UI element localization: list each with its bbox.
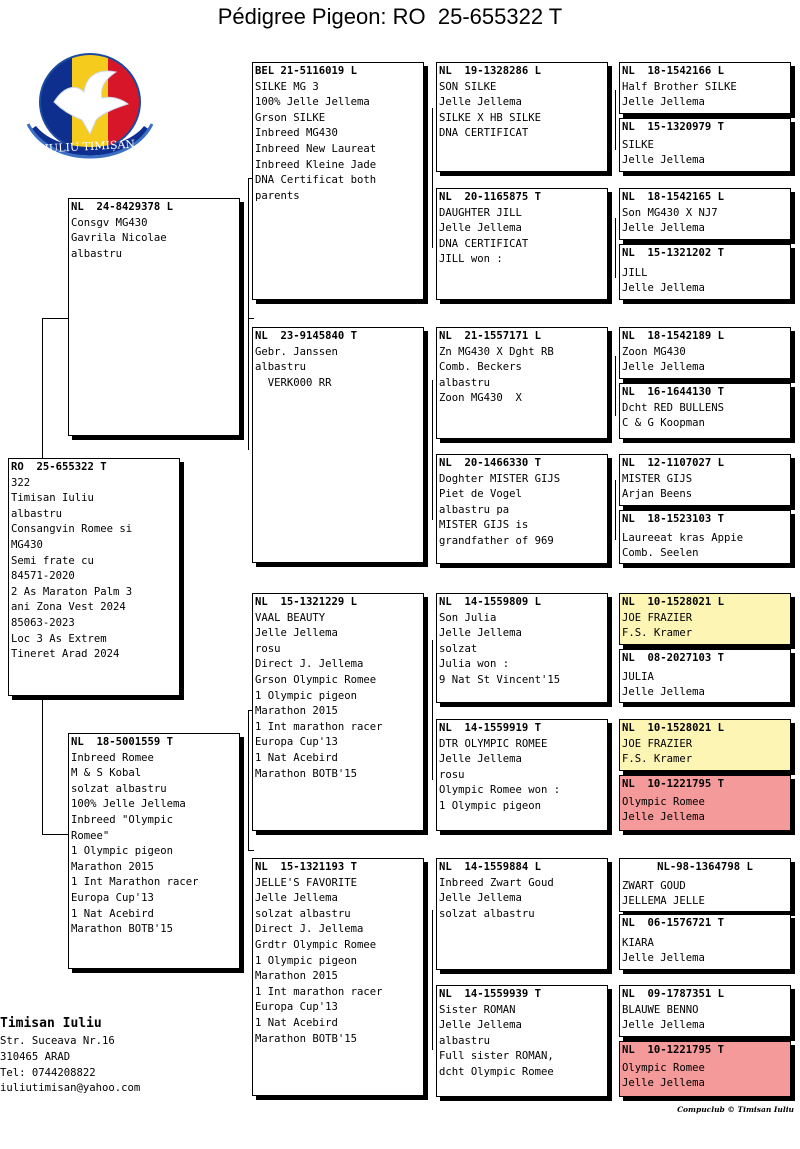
info-line: Jelle Jellema [622,1077,705,1090]
info-line: JOE FRAZIER [622,611,693,624]
pigeon-ancestor-highlighted [619,1041,791,1097]
info-line: 1 Olympic pigeon [255,689,358,702]
info-line: Tineret Arad 2024 [11,648,120,661]
owner-street: Str. Suceava Nr.16 [0,1035,115,1047]
ring-number: NL 10-1221795 T [622,1044,725,1056]
pigeon-ancestor [619,649,791,703]
pigeon-great-grandparent [436,985,608,1097]
info-line: albastru [71,247,123,260]
ring-number: NL 06-1576721 T [622,917,725,929]
info-line: Grdtr Olympic Romee [255,938,377,951]
ring-number: NL 10-1528021 L [622,596,725,608]
info-line: Dcht RED BULLENS [622,401,725,414]
info-line: solzat albastru [255,907,351,920]
ring-number: NL 18-1542189 L [622,330,725,342]
ring-number: NL-98-1364798 L [657,861,753,873]
footer-credit: Compuclub © Timisan Iuliu [677,1105,794,1114]
ring-number: NL 08-2027103 T [622,652,725,664]
info-line: Inbreed Romee [71,751,154,764]
info-line: parents [255,189,300,202]
info-line: JILL [622,266,648,279]
ring-number: NL 14-1559939 T [439,988,542,1000]
connector-line [432,640,433,780]
info-line: 9 Nat St Vincent'15 [439,673,561,686]
info-line: 2 As Maraton Palm 3 [11,585,133,598]
owner-info [0,1014,140,1097]
pigeon-ancestor-highlighted [619,593,791,645]
info-line: 1 Nat Acebird [255,1016,338,1029]
info-line: Julia won : [439,658,510,671]
pigeon-dam [68,733,240,969]
info-line: 100% Jelle Jellema [255,96,370,109]
info-line: Zoon MG430 X [439,392,522,405]
info-line: 1 Olympic pigeon [439,799,542,812]
ring-number: NL 20-1165875 T [439,191,542,203]
info-line: Jelle Jellema [439,96,522,109]
pigeon-ancestor [619,510,791,564]
info-line: Zoon MG430 [622,345,686,358]
pigeon-sire [68,198,240,436]
info-line: DNA CERTIFICAT [439,127,529,140]
info-line: Sister ROMAN [439,1003,516,1016]
info-line: Marathon 2015 [255,705,338,718]
info-line: Grson SILKE [255,111,326,124]
info-line: Jelle Jellema [255,627,338,640]
ring-number: NL 21-1557171 L [439,330,542,342]
info-line: Jelle Jellema [439,753,522,766]
ring-number: NL 16-1644130 T [622,386,725,398]
info-line: Europa Cup'13 [255,1001,338,1014]
ring-number: NL 20-1466330 T [439,457,542,469]
info-line: Son MG430 X NJ7 [622,206,718,219]
ring-number: NL 24-8429378 L [71,201,174,213]
info-line: Jelle Jellema [622,361,705,374]
info-line: Olympic Romee [622,1061,705,1074]
info-line: 322 [11,476,31,489]
info-line: ZWART GOUD [622,879,686,892]
pigeon-ancestor [619,985,791,1037]
info-line: Jelle Jellema [622,154,705,167]
pigeon-great-grandparent [436,327,608,439]
pigeon-ancestor [619,858,791,912]
info-line: SILKE [622,138,654,151]
info-line: DAUGHTER JILL [439,206,522,219]
info-line: solzat [439,642,478,655]
info-line: 1 Int Marathon racer [71,876,199,889]
pigeon-ancestor-highlighted [619,719,791,771]
ring-number: NL 18-1542166 L [622,65,725,77]
info-line: Jelle Jellema [439,627,522,640]
info-line: 1 Nat Acebird [255,751,338,764]
info-line: Marathon 2015 [71,860,154,873]
pigeon-subject [8,458,180,696]
info-line: Inbreed Kleine Jade [255,158,377,171]
info-line: 1 Nat Acebird [71,907,154,920]
info-line: Half Brother SILKE [622,80,737,93]
info-line: DNA Certificat both [255,174,377,187]
owner-phone: Tel: 0744208822 [0,1066,96,1079]
pigeon-ancestor [619,454,791,506]
info-line: Inbreed "Olympic [71,813,174,826]
info-line: rosu [439,768,465,781]
info-line: Comb. Beckers [439,361,522,374]
info-line: albastru pa [439,503,510,516]
info-line: albastru [439,376,491,389]
pigeon-grandparent [252,858,424,1096]
info-line: KIARA [622,936,654,949]
ring-number: NL 10-1221795 T [622,778,725,790]
ring-number: NL 14-1559809 L [439,596,542,608]
info-line: 1 Int marathon racer [255,720,383,733]
connector-line [42,834,69,835]
info-line: Marathon BOTB'15 [255,1032,358,1045]
info-line: Inbreed New Laureat [255,142,377,155]
connector-line [615,356,616,416]
info-line: JELLEMA JELLE [622,895,705,908]
pigeon-great-grandparent [436,62,608,172]
info-line: Comb. Seelen [622,547,699,560]
owner-city: 310465 ARAD [0,1050,71,1063]
info-line: Jelle Jellema [622,222,705,235]
connector-line [248,318,254,319]
info-line: Consgv MG430 [71,216,148,229]
info-line: SON SILKE [439,80,497,93]
ring-number: NL 09-1787351 L [622,988,725,1000]
info-line: VERK000 RR [255,376,332,389]
info-line: DTR OLYMPIC ROMEE [439,737,548,750]
owner-email[interactable]: iuliutimisan@yahoo.com [0,1082,141,1095]
info-line: F.S. Kramer [622,753,693,766]
info-line: 84571-2020 [11,570,75,583]
pigeon-ancestor [619,327,791,379]
connector-line [615,480,616,540]
info-line: MISTER GIJS [622,472,693,485]
pigeon-ancestor [619,188,791,240]
info-line: M & S Kobal [71,767,142,780]
info-line: dcht Olympic Romee [439,1065,554,1078]
ring-number: NL 10-1528021 L [622,722,725,734]
pigeon-grandparent [252,593,424,831]
connector-line [615,218,616,278]
info-line: Arjan Beens [622,488,693,501]
info-line: 1 Olympic pigeon [255,954,358,967]
info-line: Jelle Jellema [622,1019,705,1032]
pigeon-great-grandparent [436,719,608,831]
pigeon-great-grandparent [436,454,608,564]
info-line: Doghter MISTER GIJS [439,472,561,485]
info-line: Timisan Iuliu [11,492,94,505]
ring-number: RO 25-655322 T [11,461,107,473]
info-line: MG430 [11,538,43,551]
info-line: 1 Int marathon racer [255,985,383,998]
info-line: solzat albastru [71,782,167,795]
info-line: Full sister ROMAN, [439,1050,554,1063]
info-line: albastru [255,361,307,374]
ring-number: NL 12-1107027 L [622,457,725,469]
info-line: albastru [439,1034,491,1047]
info-line: Jelle Jellema [622,811,705,824]
info-line: Jelle Jellema [255,892,338,905]
info-line: albastru [11,507,63,520]
info-line: Grson Olympic Romee [255,673,377,686]
info-line: Piet de Vogel [439,488,522,501]
connector-line [432,380,433,520]
pigeon-ancestor [619,244,791,300]
pigeon-grandparent [252,327,424,563]
connector-line [432,108,433,248]
ring-number: NL 18-1523103 T [622,513,725,525]
info-line: Laureeat kras Appie [622,531,744,544]
info-line: JELLE'S FAVORITE [255,876,358,889]
connector-line [248,178,249,450]
info-line: BLAUWE BENNO [622,1003,699,1016]
ring-number: NL 14-1559919 T [439,722,542,734]
pigeon-great-grandparent [436,188,608,300]
info-line: JULIA [622,670,654,683]
info-line: JILL won : [439,253,503,266]
info-line: Europa Cup'13 [255,736,338,749]
ring-number: NL 18-5001559 T [71,736,174,748]
info-line: Direct J. Jellema [255,923,364,936]
pigeon-ancestor [619,383,791,439]
info-line: Loc 3 As Extrem [11,632,107,645]
info-line: Gavrila Nicolae [71,232,167,245]
pigeon-ancestor [619,118,791,172]
info-line: Gebr. Janssen [255,345,338,358]
info-line: Jelle Jellema [439,1019,522,1032]
info-line: JOE FRAZIER [622,737,693,750]
info-line: solzat albastru [439,907,535,920]
info-line: Semi frate cu [11,554,94,567]
club-logo [24,46,156,170]
info-line: rosu [255,642,281,655]
info-line: Jelle Jellema [439,892,522,905]
info-line: Marathon 2015 [255,970,338,983]
pigeon-ancestor-highlighted [619,775,791,831]
info-line: Olympic Romee won : [439,784,561,797]
ring-number: NL 14-1559884 L [439,861,542,873]
info-line: C & G Koopman [622,417,705,430]
owner-name: Timisan Iuliu [0,1016,102,1031]
info-line: Marathon BOTB'15 [255,767,358,780]
info-line: SILKE MG 3 [255,80,319,93]
connector-line [42,700,43,834]
info-line: 100% Jelle Jellema [71,798,186,811]
info-line: Consangvin Romee si [11,523,133,536]
info-line: F.S. Kramer [622,627,693,640]
connector-line [42,318,69,319]
info-line: Inbreed MG430 [255,127,338,140]
info-line: 1 Olympic pigeon [71,845,174,858]
connector-line [432,910,433,1050]
info-line: Jelle Jellema [439,222,522,235]
connector-line [615,90,616,150]
info-line: grandfather of 969 [439,534,554,547]
ring-number: NL 18-1542165 L [622,191,725,203]
info-line: MISTER GIJS is [439,519,529,532]
info-line: Inbreed Zwart Goud [439,876,554,889]
info-line: Zn MG430 X Dght RB [439,345,554,358]
svg-text:IULIU TIMIȘAN: IULIU TIMIȘAN [44,137,136,156]
pigeon-grandparent [252,62,424,300]
connector-line [248,710,249,850]
info-line: Romee" [71,829,110,842]
ring-number: NL 15-1321193 T [255,861,358,873]
connector-line [42,318,43,458]
info-line: 85063-2023 [11,616,75,629]
ring-number: BEL 21-5116019 L [255,65,358,77]
info-line: Jelle Jellema [622,686,705,699]
pigeon-ancestor [619,62,791,114]
page-title: Pédigree Pigeon: RO 25-655322 T [217,4,563,29]
ring-number: NL 15-1321202 T [622,247,725,259]
ring-number: NL 15-1321229 L [255,596,358,608]
info-line: ani Zona Vest 2024 [11,601,126,614]
info-line: Olympic Romee [622,795,705,808]
ring-number: NL 15-1320979 T [622,121,725,133]
info-line: DNA CERTIFICAT [439,237,529,250]
info-line: Jelle Jellema [622,952,705,965]
ring-number: NL 23-9145840 T [255,330,358,342]
info-line: VAAL BEAUTY [255,611,326,624]
info-line: Jelle Jellema [622,96,705,109]
ring-number: NL 19-1328286 L [439,65,542,77]
pigeon-great-grandparent [436,593,608,703]
info-line: Europa Cup'13 [71,891,154,904]
info-line: Marathon BOTB'15 [71,923,174,936]
info-line: Direct J. Jellema [255,658,364,671]
info-line: Jelle Jellema [622,282,705,295]
info-line: SILKE X HB SILKE [439,111,542,124]
pigeon-great-grandparent [436,858,608,970]
connector-line [248,850,254,851]
info-line: Son Julia [439,611,497,624]
pigeon-ancestor [619,914,791,970]
